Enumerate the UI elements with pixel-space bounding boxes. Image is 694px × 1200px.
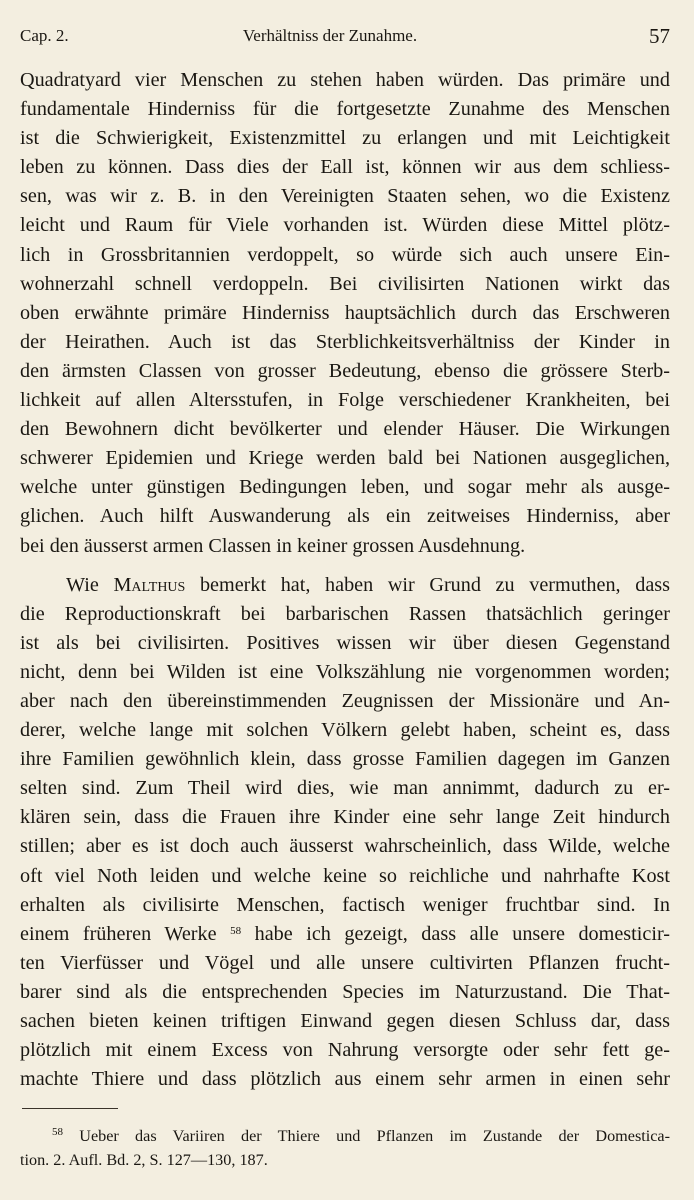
text-line: lichkeit auf allen Altersstufen, in Folge verschiedener Krankheiten, bei [20, 389, 670, 412]
text-line: ist die Schwierigkeit, Existenzmittel zu erlangen und mit Leichtigkeit [20, 127, 670, 150]
text-line: plötzlich mit einem Excess von Nahrung versorgte oder sehr fett ge- [20, 1039, 670, 1062]
text-line: klären sein, dass die Frauen ihre Kinder eine sehr lange Zeit hindurch [20, 806, 670, 829]
footnote-line: tion. 2. Aufl. Bd. 2, S. 127—130, 187. [20, 1151, 268, 1169]
text-line: glichen. Auch hilft Auswanderung als ein zeitweises Hinderniss, aber [20, 505, 670, 528]
text-line: wohnerzahl schnell verdoppeln. Bei civilisirten Nationen wirkt das [20, 272, 670, 295]
text-line: der Heirathen. Auch ist das Sterblichkeitsverhältniss der Kinder in [20, 330, 670, 353]
text-line: die Reproductionskraft bei barbarischen Rassen thatsächlich geringer [20, 602, 670, 625]
text-line: leben zu können. Dass dies der Eall ist, können wir aus dem schliess- [20, 156, 670, 179]
author-name-malthus: Malthus [113, 573, 186, 596]
text-line: machte Thiere und dass plötzlich aus einem sehr armen in einen sehr [20, 1068, 670, 1091]
line-text: habe ich gezeigt, dass alle unsere domesticir- [241, 922, 670, 945]
text-line: barer sind als die entsprechenden Species im Naturzustand. Die That- [20, 980, 670, 1003]
text-line: stillen; aber es ist doch auch äusserst wahrscheinlich, dass Wilde, welche [20, 835, 670, 858]
text-line: aber nach den übereinstimmenden Zeugnissen der Missionäre und An- [20, 689, 670, 712]
text-line: lich in Grossbritannien verdoppelt, so würde sich auch unsere Ein- [20, 243, 670, 266]
text-line: den Bewohnern dicht bevölkerter und elender Häuser. Die Wirkungen [20, 418, 670, 441]
text-line: fundamentale Hinderniss für die fortgesetzte Zunahme des Menschen [20, 98, 670, 121]
footnotes [20, 1124, 670, 1172]
text-line: derer, welche lange mit solchen Völkern gelebt haben, scheint es, dass [20, 719, 670, 742]
paragraph-gap [20, 561, 670, 571]
running-title: Verhältniss der Zunahme. [242, 26, 418, 45]
text-line: oben erwähnte primäre Hinderniss hauptsächlich durch das Erschweren [20, 301, 670, 324]
text-line: nicht, denn bei Wilden ist eine Volkszählung nie vorgenommen worden; [20, 660, 670, 683]
line-text: einem früheren Werke [20, 922, 231, 945]
text-line: ten Vierfüsser und Vögel und alle unsere cultivirten Pflanzen frucht- [20, 951, 670, 974]
text-line: ist als bei civilisirten. Positives wissen wir über diesen Gegenstand [20, 631, 670, 654]
text-line [20, 920, 670, 949]
text-line [20, 571, 670, 600]
body-text [20, 66, 670, 1094]
footnote-divider [22, 1108, 118, 1109]
text-line: sachen bieten keinen triftigen Einwand gegen diesen Schluss dar, dass [20, 1010, 670, 1032]
running-head [20, 26, 670, 52]
text-line: selten sind. Zum Theil wird dies, wie man annimmt, dadurch zu er- [20, 777, 670, 800]
text-line: sen, was wir z. B. in den Vereinigten Staaten sehen, wo die Existenz [20, 185, 670, 208]
paragraph-1 [20, 66, 670, 561]
text-line: bei den äusserst armen Classen in keiner grossen Ausdehnung. [20, 534, 526, 557]
chapter-label: Cap. 2. [20, 26, 69, 45]
footnote-line [20, 1124, 670, 1148]
footnote-text: Ueber das Variiren der Thiere und Pflanzen im Zustande der Domestica- [63, 1127, 670, 1145]
text-line: Quadratyard vier Menschen zu stehen haben würden. Das primäre und [20, 69, 670, 91]
footnote-reference[interactable]: 58 [230, 924, 242, 937]
line-text: bemerkt hat, haben wir Grund zu vermuthen, dass [185, 573, 670, 596]
text-line: oft viel Noth leiden und welche keine so reichliche und nahrhafte Kost [20, 864, 670, 887]
text-line: ihre Familien gewöhnlich klein, dass grosse Familien dagegen im Ganzen [20, 748, 670, 771]
footnote-mark: 58 [52, 1126, 63, 1138]
text-line: den ärmsten Classen von grosser Bedeutung, ebenso die grössere Sterb- [20, 359, 670, 382]
text-line: erhalten als civilisirte Menschen, factisch weniger fruchtbar sind. In [20, 893, 670, 916]
text-line: welche unter günstigen Bedingungen leben, und sogar mehr als ausge- [20, 476, 670, 499]
text-line: schwerer Epidemien und Kriege werden bald bei Nationen ausgeglichen, [20, 447, 670, 470]
page-number: 57 [649, 24, 670, 48]
text-line: leicht und Raum für Viele vorhanden ist. Würden diese Mittel plötz- [20, 214, 670, 237]
paragraph-2 [20, 571, 670, 1095]
line-text: Wie [66, 573, 114, 596]
